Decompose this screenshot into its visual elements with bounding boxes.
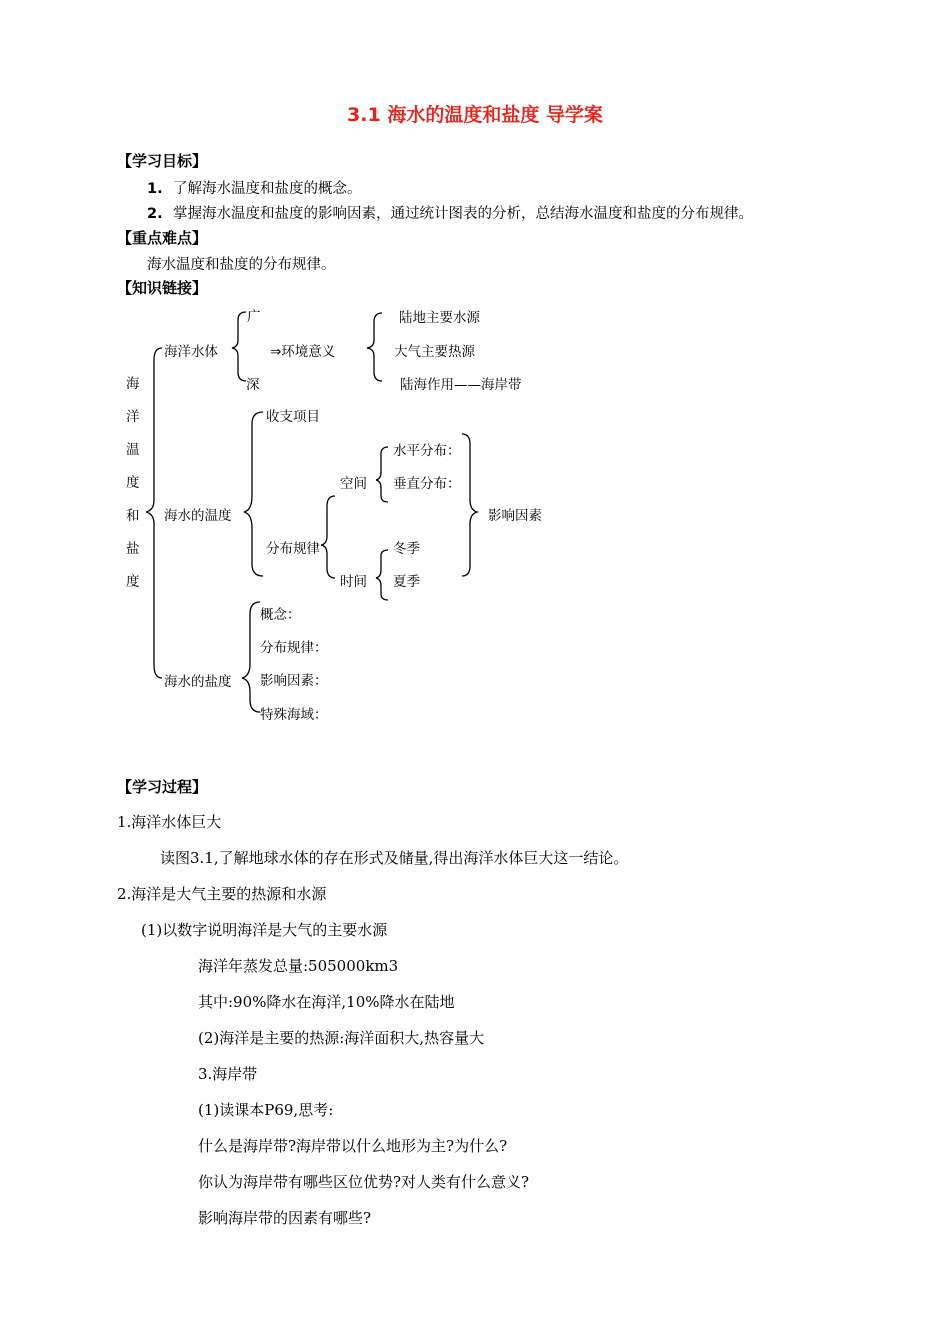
goal-text: 掌握海水温度和盐度的影响因素，通过统计图表的分析，总结海水温度和盐度的分布规律。 xyxy=(173,206,753,222)
salinity-item: 分布规律： xyxy=(260,640,328,656)
knowledge-heading: 【知识链接】 xyxy=(117,279,208,297)
process-line: 什么是海岸带?海岸带以什么地形为主?为什么? xyxy=(198,1137,508,1155)
root-char: 温 xyxy=(126,442,140,458)
root-char: 和 xyxy=(126,508,140,524)
distribution-label: 分布规律 xyxy=(266,541,320,557)
process-line: (2)海洋是主要的热源:海洋面积大,热容量大 xyxy=(198,1029,485,1047)
difficulty-text: 海水温度和盐度的分布规律。 xyxy=(147,257,336,273)
root-char: 海 xyxy=(126,376,140,392)
root-char: 度 xyxy=(126,475,140,491)
salinity-item: 概念： xyxy=(260,607,301,623)
process-line: (1)以数字说明海洋是大气的主要水源 xyxy=(141,921,388,939)
summer-label: 夏季 xyxy=(393,574,420,590)
deep-label: 深 xyxy=(246,377,260,393)
time-label: 时间 xyxy=(340,574,367,590)
process-line: 你认为海岸带有哪些区位优势?对人类有什么意义? xyxy=(198,1173,530,1191)
process-line: 影响海岸带的因素有哪些? xyxy=(198,1209,372,1227)
winter-label: 冬季 xyxy=(393,541,420,557)
page-title: 3.1 海水的温度和盐度 导学案 xyxy=(347,104,603,126)
budget-label: 收支项目 xyxy=(266,409,320,425)
difficulty-heading: 【重点难点】 xyxy=(117,229,208,247)
process-heading: 【学习过程】 xyxy=(117,778,208,796)
environment-significance: ⇒环境意义 xyxy=(270,344,336,360)
root-char: 洋 xyxy=(126,409,140,425)
process-line: 3.海岸带 xyxy=(198,1065,258,1083)
factors-label: 影响因素 xyxy=(488,508,542,524)
root-char: 度 xyxy=(126,574,140,590)
process-line: 2.海洋是大气主要的热源和水源 xyxy=(117,885,327,903)
env-item: 陆地主要水源 xyxy=(399,310,480,326)
process-line: (1)读课本P69,思考: xyxy=(198,1101,334,1119)
env-item: 陆海作用——海岸带 xyxy=(400,377,522,393)
goal-text: 了解海水温度和盐度的概念。 xyxy=(173,181,362,197)
root-char: 盐 xyxy=(126,541,140,557)
temperature-label: 海水的温度 xyxy=(164,508,232,524)
salinity-item: 影响因素： xyxy=(260,673,328,689)
horizontal-distribution: 水平分布： xyxy=(393,443,461,459)
process-line: 其中:90%降水在海洋,10%降水在陆地 xyxy=(198,993,455,1011)
process-line: 1.海洋水体巨大 xyxy=(117,813,222,831)
goal-number: 1. xyxy=(147,181,163,197)
goals-heading: 【学习目标】 xyxy=(117,152,208,170)
space-label: 空间 xyxy=(340,476,367,492)
process-line: 读图3.1,了解地球水体的存在形式及储量,得出海洋水体巨大这一结论。 xyxy=(160,849,629,867)
salinity-item: 特殊海域： xyxy=(260,707,328,723)
goal-number: 2. xyxy=(147,206,163,222)
salinity-label: 海水的盐度 xyxy=(164,674,232,690)
process-line: 海洋年蒸发总量:505000km3 xyxy=(198,957,399,975)
vertical-distribution: 垂直分布： xyxy=(393,476,461,492)
wide-label: 广 xyxy=(247,309,261,325)
ocean-body-label: 海洋水体 xyxy=(164,344,218,360)
env-item: 大气主要热源 xyxy=(394,344,475,360)
